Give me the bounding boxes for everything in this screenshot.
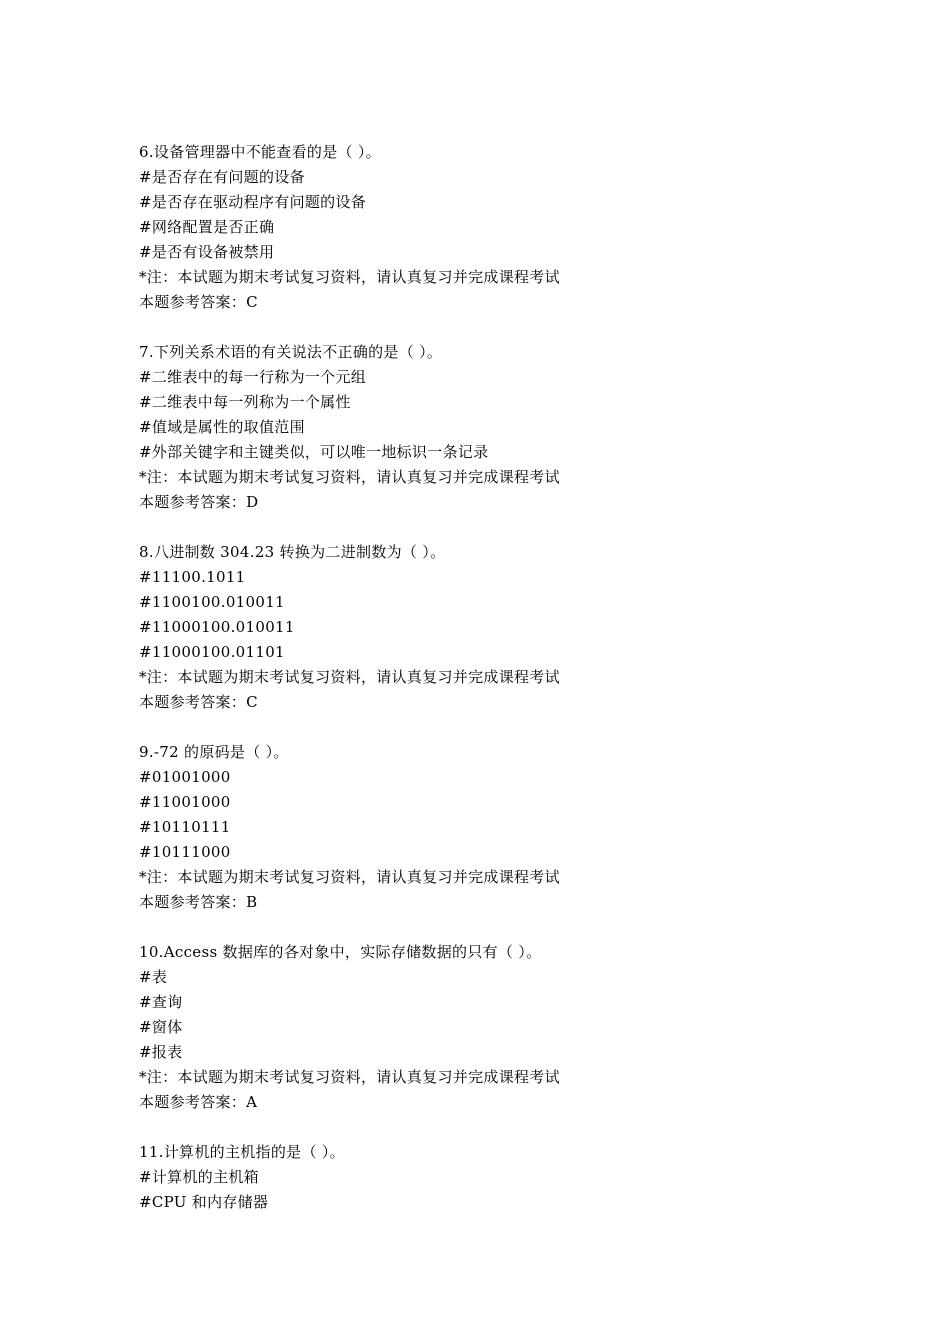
option-a: #01001000	[139, 768, 231, 786]
question-note: *注：本试题为期末考试复习资料，请认真复习并完成课程考试	[139, 268, 560, 286]
reference-answer: 本题参考答案：D	[139, 493, 259, 511]
option-c: #窗体	[139, 1018, 183, 1036]
option-c: #网络配置是否正确	[139, 218, 275, 236]
option-d: #11000100.01101	[139, 643, 285, 661]
option-c: #10110111	[139, 818, 231, 836]
option-b: #11001000	[139, 793, 231, 811]
option-c: #值域是属性的取值范围	[139, 418, 305, 436]
option-a: #11100.1011	[139, 568, 246, 586]
option-d: #是否有设备被禁用	[139, 243, 275, 261]
document-page	[139, 140, 899, 1240]
question-8	[139, 540, 899, 715]
reference-answer: 本题参考答案：B	[139, 893, 258, 911]
question-note: *注：本试题为期末考试复习资料，请认真复习并完成课程考试	[139, 1068, 560, 1086]
question-6	[139, 140, 899, 315]
reference-answer: 本题参考答案：A	[139, 1093, 258, 1111]
option-b: #1100100.010011	[139, 593, 285, 611]
option-a: #计算机的主机箱	[139, 1168, 259, 1186]
option-a: #二维表中的每一行称为一个元组	[139, 368, 367, 386]
question-note: *注：本试题为期末考试复习资料，请认真复习并完成课程考试	[139, 868, 560, 886]
question-stem: 10.Access 数据库的各对象中，实际存储数据的只有（ ）。	[139, 943, 542, 961]
option-d: #10111000	[139, 843, 231, 861]
option-d: #报表	[139, 1043, 183, 1061]
question-stem: 7.下列关系术语的有关说法不正确的是（ ）。	[139, 343, 443, 361]
question-note: *注：本试题为期末考试复习资料，请认真复习并完成课程考试	[139, 668, 560, 686]
question-stem: 9.-72 的原码是（ ）。	[139, 743, 289, 761]
reference-answer: 本题参考答案：C	[139, 693, 258, 711]
question-9	[139, 740, 899, 915]
option-a: #是否存在有问题的设备	[139, 168, 305, 186]
option-d: #外部关键字和主键类似，可以唯一地标识一条记录	[139, 443, 489, 461]
question-stem: 8.八进制数 304.23 转换为二进制数为（ ）。	[139, 543, 446, 561]
question-7	[139, 340, 899, 515]
question-stem: 11.计算机的主机指的是（ ）。	[139, 1143, 345, 1161]
option-b: #是否存在驱动程序有问题的设备	[139, 193, 367, 211]
question-11	[139, 1140, 899, 1215]
option-b: #CPU 和内存储器	[139, 1193, 269, 1211]
reference-answer: 本题参考答案：C	[139, 293, 258, 311]
option-b: #二维表中每一列称为一个属性	[139, 393, 351, 411]
question-note: *注：本试题为期末考试复习资料，请认真复习并完成课程考试	[139, 468, 560, 486]
question-10	[139, 940, 899, 1115]
option-c: #11000100.010011	[139, 618, 295, 636]
option-b: #查询	[139, 993, 183, 1011]
question-stem: 6.设备管理器中不能查看的是（ ）。	[139, 143, 381, 161]
option-a: #表	[139, 968, 168, 986]
